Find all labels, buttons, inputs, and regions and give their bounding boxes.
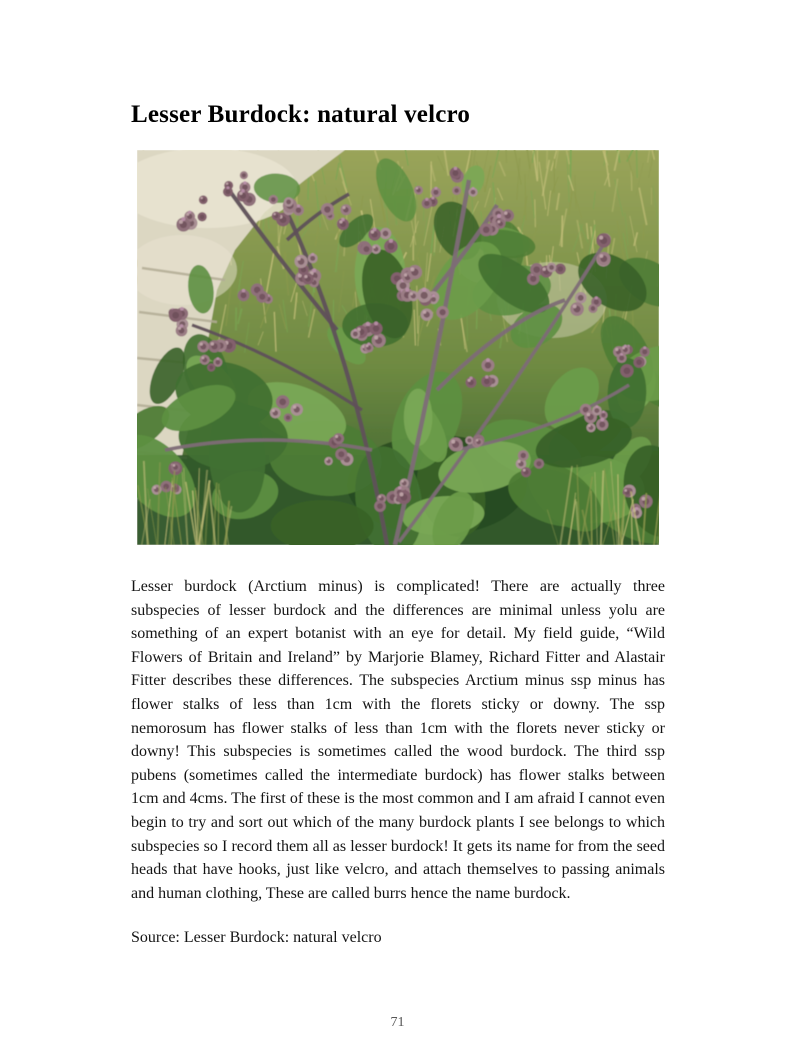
page-title: Lesser Burdock: natural velcro (131, 101, 471, 128)
body-paragraph: Lesser burdock (Arctium minus) is complicated! There are actually three subspecies of lesser burdock and the differences are minimal unless yolu are something of an expert botanist with an eye for detail. My field guide, “Wild Flowers of Britain and Ireland” by Marjorie Blamey, Richard Fitter and Alastair Fitter describes these differences. The subspecies Arctium minus ssp minus has flower stalks of less than 1cm with the florets sticky or downy. The ssp nemorosum has flower stalks of less than 1cm with the florets never sticky or downy! This subspecies is sometimes called the wood burdock. The third ssp pubens (sometimes called the intermediate burdock) has flower stalks between 1cm and 4cms. The first of these is the most common and I am afraid I cannot even begin to try and sort out which of the many burdock plants I see belongs to which subspecies so I record them all as lesser burdock! It gets its name for from the seed heads that have hooks, just like velcro, and attach themselves to passing animals and human clothing, These are called burrs hence the name burdock. (131, 578, 665, 902)
source-line: Source: Lesser Burdock: natural velcro (131, 929, 382, 946)
page-number: 71 (390, 1015, 405, 1030)
burdock-photo-illustration (137, 150, 659, 545)
burdock-photo (137, 150, 659, 545)
